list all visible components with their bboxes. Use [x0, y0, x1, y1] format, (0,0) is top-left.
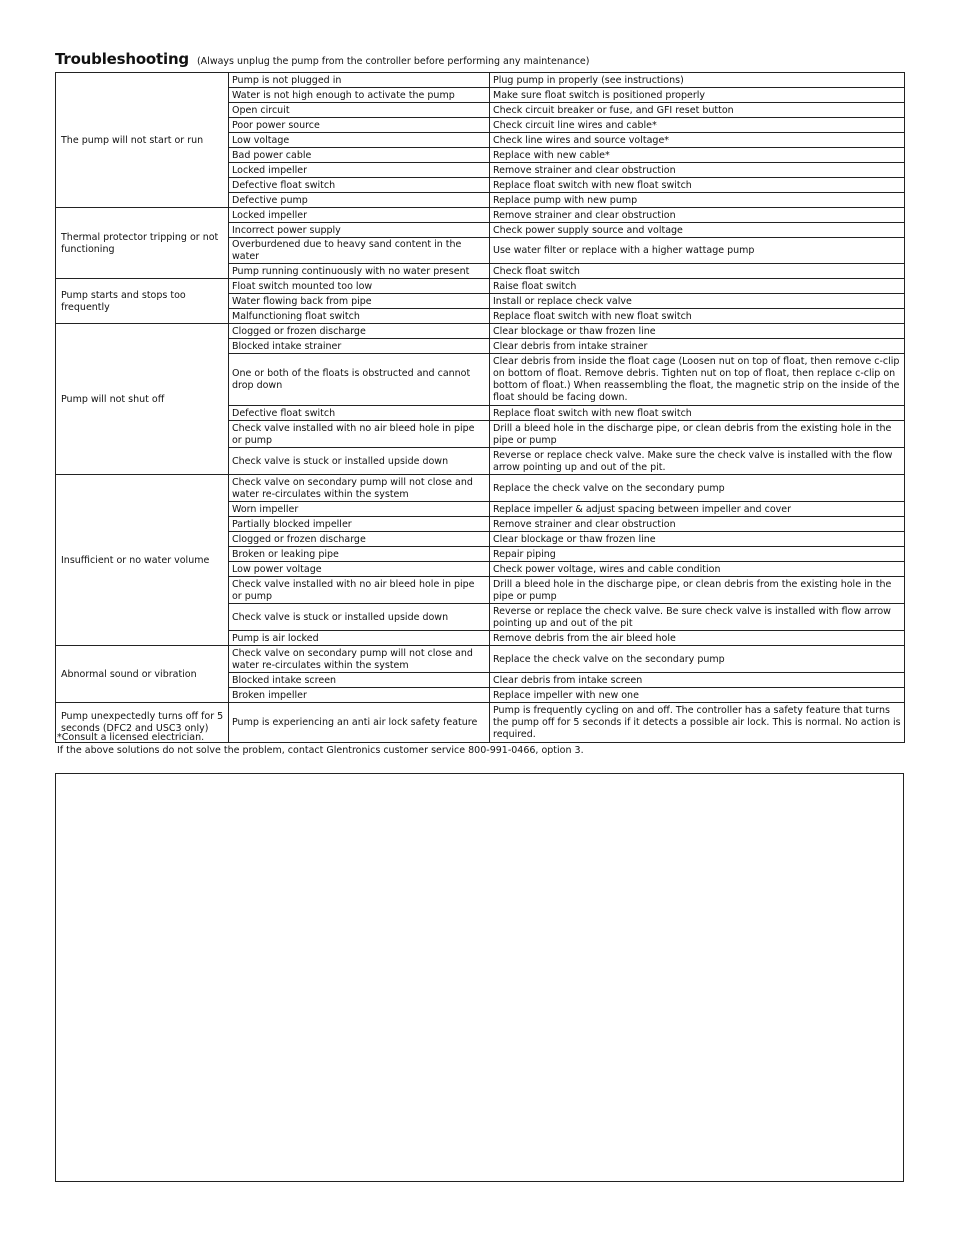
solution-cell: Drill a bleed hole in the discharge pipe, or clean debris from the existing hole in the pipe or pump	[490, 577, 905, 604]
electrician-footnote: *Consult a licensed electrician.	[57, 732, 205, 743]
solution-cell: Check circuit breaker or fuse, and GFI reset button	[490, 103, 905, 118]
solution-cell: Clear blockage or thaw frozen line	[490, 324, 905, 339]
solution-cell: Plug pump in properly (see instructions)	[490, 73, 905, 88]
cause-cell: Check valve is stuck or installed upside down	[229, 448, 490, 475]
cause-cell: Defective float switch	[229, 406, 490, 421]
solution-cell: Remove strainer and clear obstruction	[490, 208, 905, 223]
solution-cell: Replace with new cable*	[490, 148, 905, 163]
solution-cell: Replace the check valve on the secondary pump	[490, 646, 905, 673]
solution-cell: Reverse or replace the check valve. Be sure check valve is installed with flow arrow pointing up and out of the pit	[490, 604, 905, 631]
solution-cell: Remove strainer and clear obstruction	[490, 517, 905, 532]
page-title: Troubleshooting	[55, 50, 189, 68]
cause-cell: Broken impeller	[229, 688, 490, 703]
table-row	[56, 324, 905, 339]
cause-cell: Pump is experiencing an anti air lock safety feature	[229, 703, 490, 743]
footnotes	[57, 732, 584, 757]
problem-cell: Pump will not shut off	[56, 324, 229, 475]
troubleshooting-table	[55, 72, 905, 743]
problem-cell: Pump unexpectedly turns off for 5 seconds (DFC2 and USC3 only)	[56, 703, 229, 743]
page-subtitle: (Always unplug the pump from the controller before performing any maintenance)	[196, 56, 590, 67]
cause-cell: Check valve installed with no air bleed hole in pipe or pump	[229, 577, 490, 604]
cause-cell: Pump is air locked	[229, 631, 490, 646]
solution-cell: Clear debris from intake strainer	[490, 339, 905, 354]
problem-cell: The pump will not start or run	[56, 73, 229, 208]
page-heading	[55, 49, 589, 68]
solution-cell: Clear debris from inside the float cage (Loosen nut on top of float, then remove c-clip on bottom of float. Remove debris. Tighten nut on top of float, then replace c-clip on bottom of float.) When reassembling the float, the magnetic strip on the inside of the float should be facing down.	[490, 354, 905, 406]
cause-cell: Water is not high enough to activate the pump	[229, 88, 490, 103]
solution-cell: Pump is frequently cycling on and off. The controller has a safety feature that turns the pump off for 5 seconds if it detects a possible air lock. This is normal. No action is required.	[490, 703, 905, 743]
cause-cell: Locked impeller	[229, 208, 490, 223]
table-row	[56, 208, 905, 223]
solution-cell: Check power voltage, wires and cable condition	[490, 562, 905, 577]
cause-cell: Float switch mounted too low	[229, 279, 490, 294]
contact-footnote: If the above solutions do not solve the problem, contact Glentronics customer service 800-991-0466, option 3.	[57, 744, 584, 756]
cause-cell: Defective pump	[229, 193, 490, 208]
solution-cell: Check circuit line wires and cable*	[490, 118, 905, 133]
cause-cell: Locked impeller	[229, 163, 490, 178]
cause-cell: Bad power cable	[229, 148, 490, 163]
problem-cell: Insufficient or no water volume	[56, 475, 229, 646]
problem-cell: Thermal protector tripping or not functioning	[56, 208, 229, 279]
cause-cell: Low voltage	[229, 133, 490, 148]
cause-cell: Partially blocked impeller	[229, 517, 490, 532]
table-row	[56, 646, 905, 673]
cause-cell: Check valve is stuck or installed upside down	[229, 604, 490, 631]
solution-cell: Remove strainer and clear obstruction	[490, 163, 905, 178]
troubleshooting-table-body	[56, 73, 905, 743]
cause-cell: Worn impeller	[229, 502, 490, 517]
cause-cell: Check valve installed with no air bleed hole in pipe or pump	[229, 421, 490, 448]
table-row	[56, 279, 905, 294]
cause-cell: Blocked intake screen	[229, 673, 490, 688]
solution-cell: Replace float switch with new float switch	[490, 309, 905, 324]
solution-cell: Replace impeller with new one	[490, 688, 905, 703]
cause-cell: Water flowing back from pipe	[229, 294, 490, 309]
solution-cell: Use water filter or replace with a higher wattage pump	[490, 238, 905, 264]
cause-cell: Check valve on secondary pump will not close and water re-circulates within the system	[229, 646, 490, 673]
cause-cell: One or both of the floats is obstructed and cannot drop down	[229, 354, 490, 406]
solution-cell: Clear blockage or thaw frozen line	[490, 532, 905, 547]
cause-cell: Pump running continuously with no water present	[229, 264, 490, 279]
solution-cell: Replace float switch with new float switch	[490, 178, 905, 193]
solution-cell: Drill a bleed hole in the discharge pipe, or clean debris from the existing hole in the pipe or pump	[490, 421, 905, 448]
blank-notes-box	[55, 773, 904, 1182]
cause-cell: Open circuit	[229, 103, 490, 118]
cause-cell: Blocked intake strainer	[229, 339, 490, 354]
problem-cell: Abnormal sound or vibration	[56, 646, 229, 703]
cause-cell: Malfunctioning float switch	[229, 309, 490, 324]
cause-cell: Clogged or frozen discharge	[229, 532, 490, 547]
solution-cell: Replace float switch with new float switch	[490, 406, 905, 421]
cause-cell: Overburdened due to heavy sand content in the water	[229, 238, 490, 264]
solution-cell: Remove debris from the air bleed hole	[490, 631, 905, 646]
table-row	[56, 73, 905, 88]
solution-cell: Replace the check valve on the secondary pump	[490, 475, 905, 502]
solution-cell: Check power supply source and voltage	[490, 223, 905, 238]
solution-cell: Check float switch	[490, 264, 905, 279]
solution-cell: Clear debris from intake screen	[490, 673, 905, 688]
solution-cell: Replace impeller & adjust spacing between impeller and cover	[490, 502, 905, 517]
solution-cell: Check line wires and source voltage*	[490, 133, 905, 148]
cause-cell: Defective float switch	[229, 178, 490, 193]
cause-cell: Pump is not plugged in	[229, 73, 490, 88]
cause-cell: Low power voltage	[229, 562, 490, 577]
solution-cell: Raise float switch	[490, 279, 905, 294]
cause-cell: Clogged or frozen discharge	[229, 324, 490, 339]
solution-cell: Replace pump with new pump	[490, 193, 905, 208]
solution-cell: Make sure float switch is positioned properly	[490, 88, 905, 103]
cause-cell: Check valve on secondary pump will not close and water re-circulates within the system	[229, 475, 490, 502]
problem-cell: Pump starts and stops too frequently	[56, 279, 229, 324]
solution-cell: Repair piping	[490, 547, 905, 562]
solution-cell: Reverse or replace check valve. Make sure the check valve is installed with the flow arrow pointing up and out of the pit.	[490, 448, 905, 475]
solution-cell: Install or replace check valve	[490, 294, 905, 309]
cause-cell: Poor power source	[229, 118, 490, 133]
cause-cell: Incorrect power supply	[229, 223, 490, 238]
cause-cell: Broken or leaking pipe	[229, 547, 490, 562]
table-row	[56, 475, 905, 502]
